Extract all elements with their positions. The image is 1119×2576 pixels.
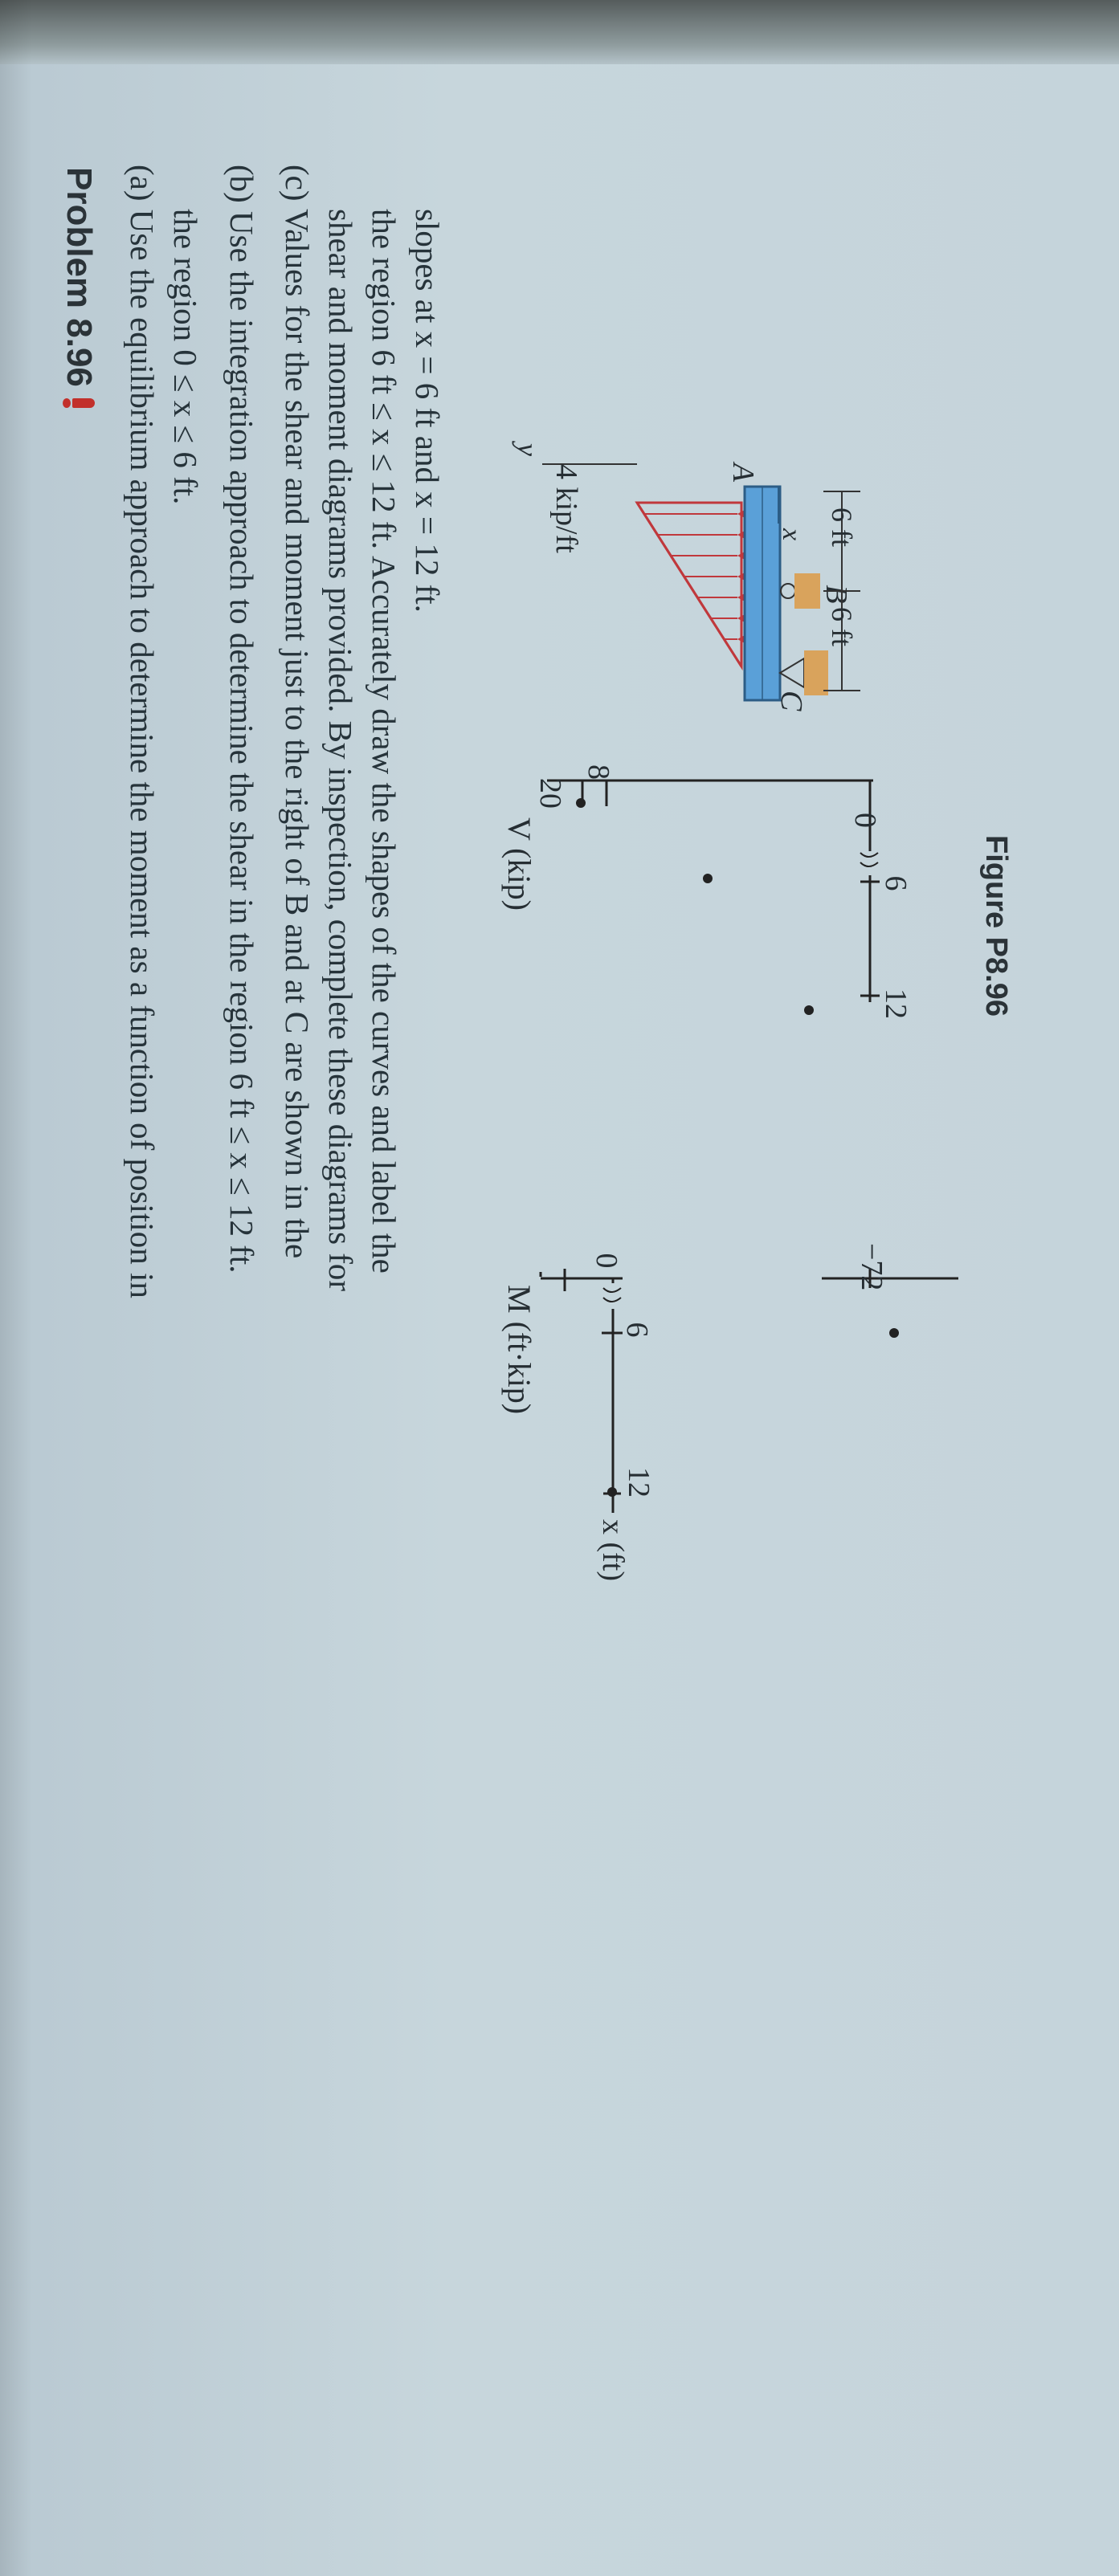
moment-point-12 (607, 1487, 617, 1497)
support-b (781, 573, 820, 609)
shear-diagram (501, 764, 913, 1019)
shear-tick-8: 8 (582, 764, 615, 780)
problem-title-text: Problem 8.96 (59, 167, 99, 387)
shear-x-6: 6 (879, 875, 913, 891)
moment-x-12: 12 (622, 1467, 655, 1498)
shear-point-mid (703, 874, 713, 883)
point-b-label: B (819, 585, 853, 604)
dimension-2: 6 ft (826, 607, 858, 646)
beam-y-label: y (512, 443, 544, 456)
shear-tick-20: 20 (533, 778, 567, 809)
part-c-line-1: (c) Values for the shear and moment just to the right of B and at C are shown in the (279, 165, 316, 1259)
shear-tick-0: 0 (848, 813, 882, 828)
moment-point-neg72 (889, 1328, 899, 1338)
load-label: 4 kip/ft (549, 464, 583, 553)
moment-diagram (131, 1253, 655, 1582)
moment-axis-break (603, 1288, 621, 1302)
moment-axis-label: x (ft) (596, 1519, 630, 1582)
beam-x-label: x (777, 528, 807, 541)
moment-tick-neg72: −72 (855, 1243, 888, 1291)
beam-diagram (512, 441, 860, 711)
point-c-label: C (774, 691, 808, 711)
shear-point-20 (576, 798, 586, 808)
part-c-line-3: the region 6 ft ≤ x ≤ 12 ft. Accurately draw the shapes of the curves and label the (366, 209, 402, 1274)
figure-caption: Figure P8.96 (979, 835, 1013, 1017)
part-c-line-2: shear and moment diagrams provided. By inspection, complete these diagrams for (322, 209, 359, 1292)
moment-x-6: 6 (620, 1322, 654, 1338)
support-c (780, 650, 828, 695)
part-b-line-1: (b) Use the integration approach to determine the shear in the region 6 ft ≤ x ≤ 12 ft. (223, 165, 260, 1274)
part-c-line-4: slopes at x = 6 ft and x = 12 ft. (409, 209, 446, 613)
shear-axis-break (860, 853, 878, 866)
shear-title: V (kip) (501, 817, 537, 911)
moment-title: M (ft·kip) (501, 1285, 537, 1415)
moment-tick-0: 0 (590, 1253, 623, 1269)
point-a-label: A (726, 463, 760, 482)
distributed-load (637, 503, 745, 666)
moment-negative-section (814, 1237, 974, 1349)
shear-point-8 (804, 1005, 814, 1015)
shear-x-12: 12 (879, 988, 913, 1019)
part-a-line-2: the region 0 ≤ x ≤ 6 ft. (167, 209, 204, 505)
dimension-1: 6 ft (826, 507, 858, 547)
part-a-line-1: (a) Use the equilibrium approach to determine the moment as a function of position in (124, 165, 161, 1298)
